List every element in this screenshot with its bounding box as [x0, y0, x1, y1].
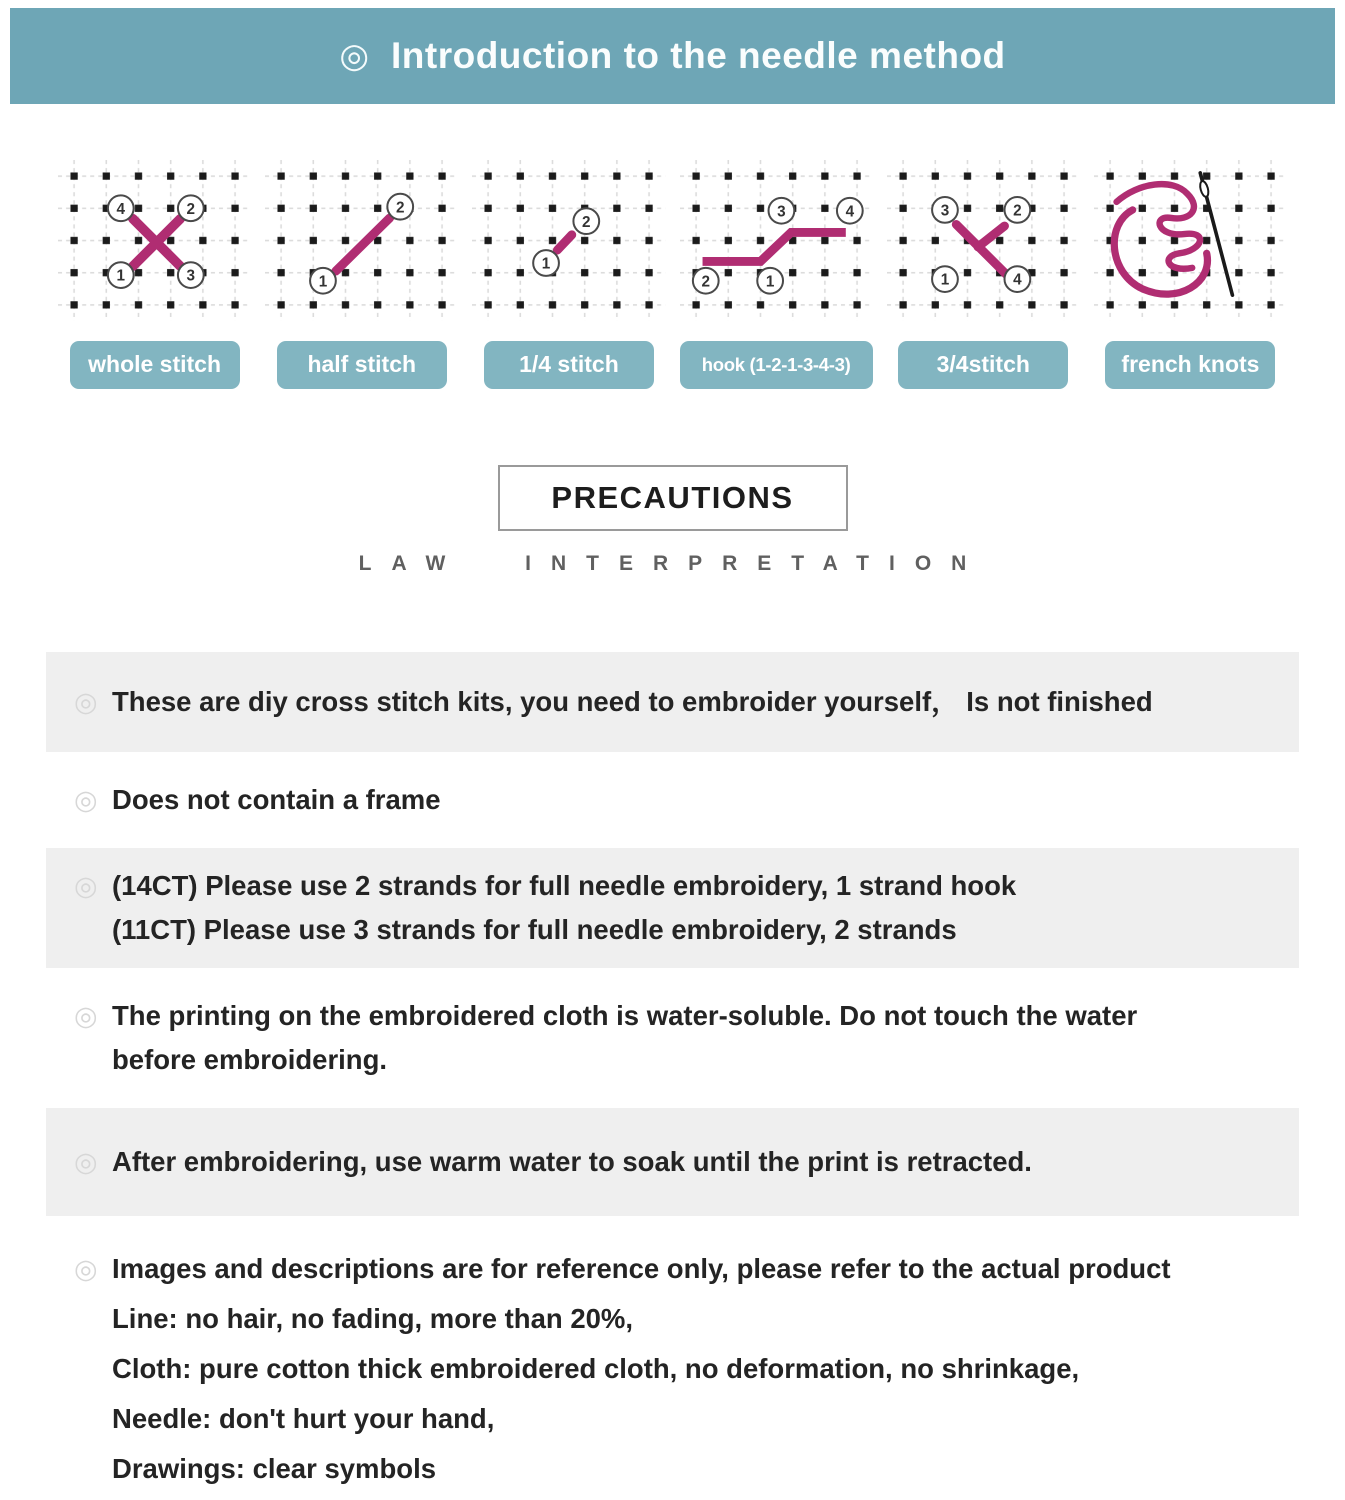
- stitch-label: half stitch: [277, 341, 447, 389]
- precaution-text: Drawings: clear symbols: [112, 1453, 437, 1484]
- hook-stitch-diagram: [680, 160, 873, 321]
- panel-hook-stitch: [680, 160, 873, 389]
- stitch-label: hook (1-2-1-3-4-3): [680, 341, 873, 389]
- precaution-text: Cloth: pure cotton thick embroidered cloth, no deformation, no shrinkage,: [112, 1353, 1080, 1384]
- precaution-item: [46, 652, 1299, 752]
- precaution-text: (14CT) Please use 2 strands for full needle embroidery, 1 strand hook: [112, 870, 1017, 901]
- panel-quarter-stitch: [472, 160, 665, 389]
- svg-text:3: 3: [776, 203, 786, 221]
- three-quarter-stitch-diagram: [887, 160, 1080, 321]
- precaution-item: [46, 968, 1299, 1108]
- bullet-icon: ◎: [74, 1147, 98, 1177]
- precautions-subtitle: LAW INTERPRETATION: [358, 552, 987, 575]
- svg-text:1: 1: [318, 273, 328, 291]
- panel-french-knots: [1094, 160, 1287, 389]
- bullet-icon: ◎: [74, 1001, 98, 1031]
- stitch-label: 3/4stitch: [898, 341, 1068, 389]
- stitch-label: whole stitch: [70, 341, 240, 389]
- precaution-text: Does not contain a frame: [112, 784, 441, 815]
- french-knots-diagram: [1094, 160, 1287, 321]
- panel-three-quarter-stitch: [887, 160, 1080, 389]
- precaution-text: (11CT) Please use 3 strands for full needle embroidery, 2 strands: [112, 914, 957, 945]
- precaution-text: before embroidering.: [112, 1044, 388, 1075]
- svg-text:1: 1: [116, 267, 126, 285]
- page-title: Introduction to the needle method: [391, 35, 1006, 76]
- bullet-icon: ◎: [74, 687, 98, 717]
- precautions-list: [0, 652, 1345, 1494]
- bullseye-icon: ◎: [339, 37, 369, 75]
- bullet-icon: ◎: [74, 871, 98, 901]
- svg-text:4: 4: [1012, 271, 1022, 289]
- whole-stitch-diagram: [58, 160, 251, 321]
- precaution-item: [46, 752, 1299, 848]
- precaution-text: These are diy cross stitch kits, you need to embroider yourself， Is not finished: [112, 686, 1153, 717]
- svg-text:1: 1: [765, 273, 774, 291]
- precaution-item: [46, 1108, 1299, 1216]
- svg-text:1: 1: [940, 271, 949, 289]
- bullet-icon: ◎: [74, 785, 98, 815]
- bullet-icon: ◎: [74, 1254, 98, 1284]
- svg-text:2: 2: [1012, 202, 1022, 220]
- precaution-text: Line: no hair, no fading, more than 20%,: [112, 1303, 634, 1334]
- svg-text:2: 2: [396, 199, 405, 217]
- precaution-text: The printing on the embroidered cloth is water-soluble. Do not touch the water: [112, 1000, 1138, 1031]
- stitch-panels-row: [58, 160, 1287, 389]
- svg-text:1: 1: [542, 255, 551, 273]
- precaution-item: [46, 1216, 1299, 1494]
- svg-text:3: 3: [186, 267, 196, 285]
- svg-text:3: 3: [940, 202, 949, 220]
- svg-text:2: 2: [582, 213, 591, 231]
- stitch-label: french knots: [1105, 341, 1275, 389]
- svg-text:2: 2: [186, 200, 196, 218]
- precautions-box: [498, 465, 848, 531]
- precaution-text: After embroidering, use warm water to soak until the print is retracted.: [112, 1146, 1032, 1177]
- quarter-stitch-diagram: [472, 160, 665, 321]
- stitch-label: 1/4 stitch: [484, 341, 654, 389]
- svg-text:4: 4: [116, 200, 126, 218]
- svg-text:4: 4: [845, 203, 854, 221]
- svg-text:2: 2: [701, 273, 710, 291]
- panel-half-stitch: [265, 160, 458, 389]
- header-bar: [10, 8, 1335, 104]
- precaution-text: Images and descriptions are for reference only, please refer to the actual product: [112, 1253, 1171, 1284]
- panel-whole-stitch: [58, 160, 251, 389]
- half-stitch-diagram: [265, 160, 458, 321]
- precaution-item: [46, 848, 1299, 968]
- precaution-text: Needle: don't hurt your hand,: [112, 1403, 495, 1434]
- precautions-title: PRECAUTIONS: [551, 480, 794, 515]
